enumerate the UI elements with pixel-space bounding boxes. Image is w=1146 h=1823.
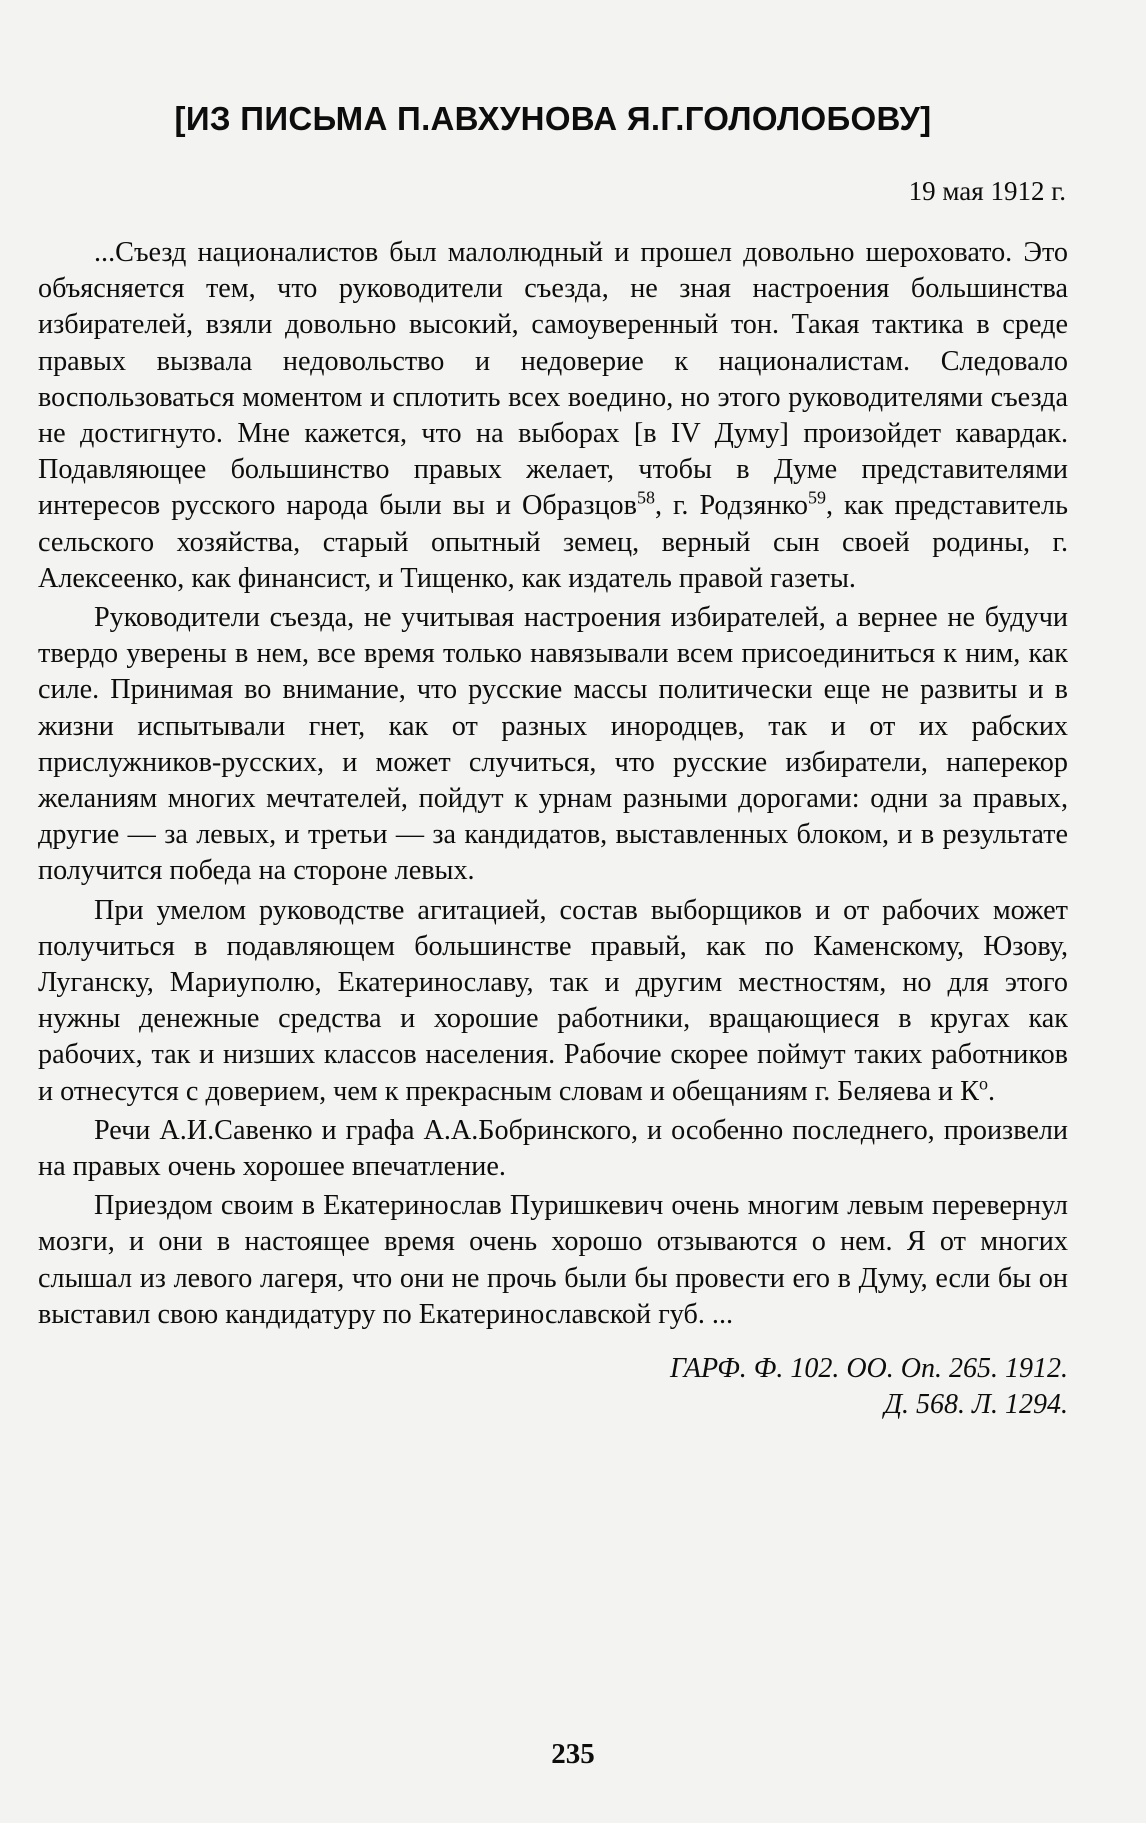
paragraph-3 <box>38 893 1068 1110</box>
paragraph-1-text-b: , г. Родзянко <box>654 490 808 522</box>
archive-citation <box>38 1351 1068 1423</box>
paragraph-5: Приездом своим в Екатеринослав Пуришкевич очень многим левым перевернул мозги, и они в настоящее время очень хорошо отзываются о нем. Я от многих слышал из левого лагеря, что они не прочь были бы провести его в Думу, если бы он выставил свою кандидатуру по Екатеринославской губ. ... <box>38 1190 1068 1330</box>
paragraph-3-superscript: о <box>978 1073 988 1094</box>
archive-citation-line-1: ГАРФ. Ф. 102. ОО. Оп. 265. 1912. <box>670 1353 1068 1385</box>
paragraph-2: Руководители съезда, не учитывая настроения избирателей, а вернее не будучи твердо уверены в нем, все время только навязывали всем присоединиться к ним, как силе. Принимая во внимание, что русские массы политически еще не развиты и в жизни испытывали гнет, как от разных инородцев, так и от их рабских прислужников-русских, и может случиться, что русские избиратели, наперекор желаниям многих мечтателей, пойдут к урнам разными дорогами: одни за правых, другие — за левых, и третьи — за кандидатов, выставленных блоком, и в результате получится победа на стороне левых. <box>38 602 1068 887</box>
paragraph-4: Речи А.И.Савенко и графа А.А.Бобринского, и особенно последнего, произвели на правых очень хорошее впечатление. <box>38 1114 1068 1183</box>
letter-date: 19 мая 1912 г. <box>908 176 1066 206</box>
page-number: 235 <box>551 1738 595 1770</box>
paragraph-1-text-c: , как представитель сельского хозяйства, старый опытный земец, верный сын своей родины, г. Алексеенко, как финансист, и Тищенко, как издатель правой газеты. <box>38 490 1068 594</box>
footnote-ref-58: 58 <box>636 488 655 509</box>
paragraph-3-text: При умелом руководстве агитацией, состав выборщиков и от рабочих может получиться в подавляющем большинстве правый, как по Каменскому, Юзову, Луганску, Мариуполю, Екатеринославу, так и другим местностям, но для этого нужны денежные средства и хорошие работники, вращающиеся в кругах как рабочих, так и низших классов населения. Рабочие скорее поймут таких работников и отнесутся с доверием, чем к прекрасным словам и обещаниям г. Беляева и К <box>38 894 1068 1107</box>
footnote-ref-59: 59 <box>807 488 826 509</box>
paragraph-3-end: . <box>987 1075 996 1107</box>
paragraph-1-text-a: ...Съезд националистов был малолюдный и прошел довольно шероховато. Это объясняется тем, что руководители съезда, не зная настроения большинства избирателей, взяли довольно высокий, самоуверенный тон. Такая тактика в среде правых вызвала недовольство и недоверие к националистам. Следовало воспользоваться моментом и сплотить всех воедино, но этого руководителями съезда не достигнуто. Мне кажется, что на выборах [в IV Думу] произойдет кавардак. Подавляющее большинство правых желает, чтобы в Думе представителями интересов русского народа были вы и Образцов <box>38 237 1068 522</box>
document-title: [ИЗ ПИСЬМА П.АВХУНОВА Я.Г.ГОЛОЛОБОВУ] <box>174 100 932 137</box>
document-body <box>38 100 1068 1423</box>
archive-citation-line-2: Д. 568. Л. 1294. <box>884 1389 1068 1421</box>
paragraph-1 <box>38 235 1068 597</box>
